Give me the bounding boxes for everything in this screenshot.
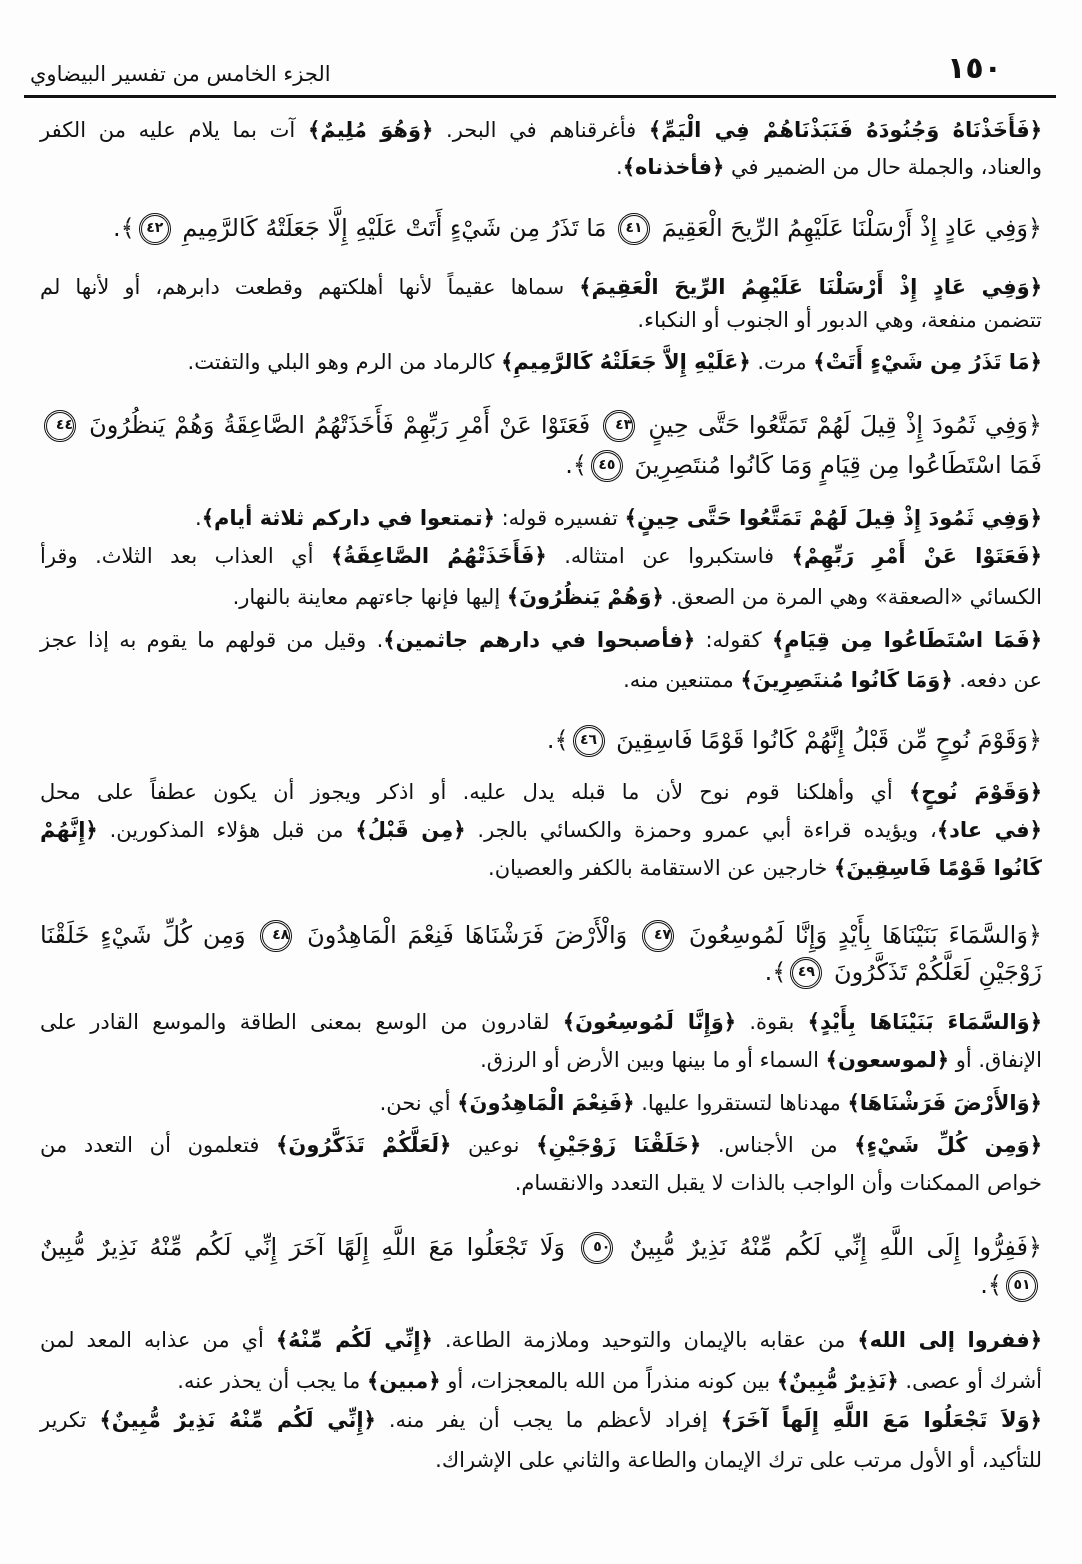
- commentary-text: ، ويؤيده قراءة أبي عمرو وحمزة والكسائي بالجر.: [465, 818, 937, 842]
- commentary-text: لقادرون من الوسع بمعنى الطاقة والموسع القادر على: [40, 1010, 563, 1034]
- verse-text: ﴿وَفِي ثَمُودَ إِذْ قِيلَ لَهُمْ تَمَتَّعُوا حَتَّى حِينٍ: [639, 411, 1042, 439]
- commentary-text: ممتنعين منه.: [623, 668, 741, 692]
- commentary-line: [40, 812, 1042, 848]
- commentary-text: مهدناها لتستقروا عليها.: [634, 1091, 848, 1115]
- commentary-text: آت بما يلام عليه من الكفر: [40, 118, 308, 142]
- verse-number: ٤٨: [260, 920, 292, 952]
- commentary-text: خارجين عن الاستقامة بالكفر والعصيان.: [488, 856, 835, 880]
- commentary-text: أي من عذابه المعد لمن: [40, 1328, 276, 1352]
- running-title: الجزء الخامس من تفسير البيضاوي: [30, 62, 331, 86]
- commentary-line: [40, 622, 1042, 658]
- commentary-line: [40, 1127, 1042, 1163]
- commentary-line: [40, 344, 1042, 380]
- commentary-text: نوعين: [451, 1133, 537, 1157]
- commentary-line: [40, 579, 1042, 615]
- commentary-text: بين كونه منذراً من الله بالمعجزات، أو: [440, 1369, 777, 1393]
- quran-verse-line: [40, 952, 1042, 992]
- commentary-text: من قبل هؤلاء المذكورين.: [97, 818, 356, 842]
- commentary-line: [40, 302, 1042, 338]
- commentary-text: أي وأهلكنا قوم نوح لأن ما قبله يدل عليه. أو اذكر ويجوز أن يكون عطفاً على محل: [40, 780, 909, 804]
- commentary-text: أي نحن.: [379, 1091, 458, 1115]
- commentary-text: من الأجناس.: [701, 1133, 855, 1157]
- quran-quote: ﴿وَفِي ثَمُودَ إِذْ قِيلَ لَهُمْ تَمَتَّعُوا حَتَّى حِينٍ﴾: [624, 506, 1042, 530]
- commentary-line: [40, 1402, 1042, 1438]
- quran-quote: ﴿لَعَلَّكُمْ تَذَكَّرُونَ﴾: [276, 1133, 452, 1157]
- quran-verse-line: [40, 445, 1042, 485]
- verse-text: مَا تَذَرُ مِن شَيْءٍ أَتَتْ عَلَيْهِ إِلَّا جَعَلَتْهُ كَالرَّمِيمِ: [174, 214, 615, 242]
- quran-quote: ﴿مبين﴾: [366, 1369, 441, 1393]
- quran-quote: ﴿تمتعوا في داركم ثلاثة أيام﴾: [201, 506, 495, 530]
- commentary-line: [40, 500, 1042, 536]
- commentary-line: [40, 112, 1042, 148]
- commentary-text: فاستكبروا عن امتثاله.: [546, 544, 792, 568]
- commentary-line: [40, 269, 1042, 305]
- quran-quote: ﴿فَعَتَوْا عَنْ أَمْرِ رَبِّهِمْ﴾: [791, 544, 1042, 568]
- commentary-text: .: [616, 155, 623, 179]
- commentary-text: السماء أو ما بينها وبين الأرض أو الرزق.: [480, 1048, 826, 1072]
- header-rule: [24, 95, 1056, 98]
- commentary-line: [40, 1322, 1042, 1358]
- commentary-text: الكسائي «الصعقة» وهي المرة من الصعق.: [663, 585, 1042, 609]
- commentary-text: من عقابه بالإيمان والتوحيد وملازمة الطاعة.: [432, 1328, 858, 1352]
- quran-quote: ﴿وَمِن كُلِّ شَيْءٍ﴾: [854, 1133, 1043, 1157]
- quran-quote: ﴿فَأَخَذْنَاهُ وَجُنُودَهُ فَنَبَذْنَاهُمْ فِي الْيَمِّ﴾: [648, 118, 1042, 142]
- verse-text: وَمِن كُلِّ شَيْءٍ خَلَقْنَا: [40, 921, 257, 949]
- quran-quote: كَانُوا قَوْمًا فَاسِقِينَ﴾: [834, 856, 1042, 880]
- quran-quote: ﴿ففروا إلى الله﴾: [857, 1328, 1043, 1352]
- quran-quote: ﴿وَإِنَّا لَمُوسِعُونَ﴾: [562, 1010, 737, 1034]
- verse-text: ﴾.: [113, 214, 135, 242]
- verse-text: ﴾.: [565, 451, 587, 479]
- commentary-text: فأغرقناهم في البحر.: [433, 118, 649, 142]
- page-number: ١٥٠: [947, 51, 1002, 86]
- commentary-text: مرت.: [750, 350, 814, 374]
- commentary-line: [40, 662, 1042, 698]
- commentary-line: [40, 1004, 1042, 1040]
- commentary-text: عن دفعه.: [952, 668, 1042, 692]
- commentary-text: للتأكيد، أو الأول مرتب على ترك الإيمان والطاعة والثاني على الإشراك.: [435, 1448, 1042, 1472]
- quran-quote: ﴿وَالسَّمَاءَ بَنَيْنَاهَا بِأَيْدٍ﴾: [807, 1010, 1043, 1034]
- commentary-text: كقوله:: [695, 628, 772, 652]
- commentary-line: [40, 149, 1042, 185]
- commentary-text: سماها عقيماً لأنها أهلكتهم وقطعت دابرهم، أو لأنها لم: [40, 275, 580, 299]
- verse-number: ٤٣: [603, 410, 635, 442]
- verse-number: ٥١: [1006, 1270, 1038, 1302]
- quran-quote: ﴿مَا تَذَرُ مِن شَيْءٍ أَتَتْ﴾: [813, 350, 1042, 374]
- quran-quote: ﴿فأخذناه﴾: [622, 155, 725, 179]
- verse-text: فَمَا اسْتَطَاعُوا مِن قِيَامٍ وَمَا كَانُوا مُنتَصِرِينَ: [626, 451, 1042, 479]
- quran-quote: ﴿فَمَا اسْتَطَاعُوا مِن قِيَامٍ﴾: [771, 628, 1042, 652]
- verse-text: ﴾.: [980, 1271, 1002, 1299]
- commentary-line: [40, 1363, 1042, 1399]
- verse-number: ٤٩: [790, 957, 822, 989]
- commentary-line: [40, 1165, 1042, 1201]
- commentary-line: [40, 1442, 1042, 1478]
- quran-quote: ﴿فَأَخَذَتْهُمُ الصَّاعِقَةُ﴾: [330, 544, 547, 568]
- commentary-text: .: [195, 506, 202, 530]
- commentary-text: تكرير: [40, 1408, 100, 1432]
- quran-quote: ﴿لموسعون﴾: [825, 1048, 950, 1072]
- quran-verse-line: [40, 1227, 1042, 1267]
- verse-number: ٤٦: [573, 725, 605, 757]
- verse-number: ٤٤: [44, 410, 76, 442]
- commentary-text: ما يجب أن يحذر عنه.: [177, 1369, 367, 1393]
- commentary-text: الإنفاق. أو: [949, 1048, 1042, 1072]
- commentary-line: [40, 538, 1042, 574]
- verse-text: ﴿وَفِي عَادٍ إِذْ أَرْسَلْنَا عَلَيْهِمُ الرِّيحَ الْعَقِيمَ: [654, 214, 1042, 242]
- quran-quote: ﴿وَفِي عَادٍ إِذْ أَرْسَلْنَا عَلَيْهِمُ الرِّيحَ الْعَقِيمَ﴾: [579, 275, 1042, 299]
- verse-number: ٤٢: [139, 213, 171, 245]
- commentary-text: والعناد، والجملة حال من الضمير في: [724, 155, 1042, 179]
- quran-quote: ﴿إِنَّهُمْ: [40, 818, 98, 842]
- verse-number: ٤٧: [642, 920, 674, 952]
- verse-text: ﴿وَالسَّمَاءَ بَنَيْنَاهَا بِأَيْدٍ وَإِنَّا لَمُوسِعُونَ: [678, 921, 1042, 949]
- commentary-line: [40, 1042, 1042, 1078]
- verse-text: وَلَا تَجْعَلُوا مَعَ اللَّهِ إِلَهًا آخَرَ إِنِّي لَكُم مِّنْهُ نَذِيرٌ مُّبِينٌ: [40, 1233, 578, 1261]
- quran-quote: ﴿إِنِّي لَكُم مِّنْهُ نَذِيرٌ مُّبِينٌ﴾: [99, 1408, 376, 1432]
- commentary-text: تفسيره قوله:: [494, 506, 625, 530]
- quran-quote: ﴿فَنِعْمَ الْمَاهِدُونَ﴾: [457, 1091, 635, 1115]
- quran-quote: ﴿فأصبحوا في دارهم جاثمين﴾: [383, 628, 696, 652]
- quran-quote: ﴿وَهُمْ يَنظُرُونَ﴾: [506, 585, 664, 609]
- quran-verse-line: [40, 720, 1042, 760]
- quran-quote: ﴿وَمَا كَانُوا مُنتَصِرِينَ﴾: [740, 668, 953, 692]
- quran-quote: ﴿نَذِيرٌ مُّبِينٌ﴾: [776, 1369, 899, 1393]
- commentary-line: [40, 1085, 1042, 1121]
- quran-quote: ﴿إِنِّي لَكُم مِّنْهُ﴾: [275, 1328, 433, 1352]
- quran-quote: ﴿وَالأَرْضَ فَرَشْنَاهَا﴾: [847, 1091, 1042, 1115]
- commentary-text: إليها فإنها جاءتهم معاينة بالنهار.: [232, 585, 507, 609]
- quran-verse-line: [40, 405, 1042, 445]
- quran-quote: ﴿وَهُوَ مُلِيمٌ﴾: [307, 118, 434, 142]
- commentary-text: تتضمن منفعة، وهي الدبور أو الجنوب أو النكباء.: [637, 308, 1042, 332]
- commentary-text: كالرماد من الرم وهو البلي والتفتت.: [187, 350, 502, 374]
- quran-verse-line: [40, 1265, 1042, 1305]
- commentary-text: خواص الممكنات وأن الواجب بالذات لا يقبل التعدد والانقسام.: [514, 1171, 1042, 1195]
- verse-text: ﴾.: [546, 726, 569, 754]
- quran-quote: ﴿وَقَوْمَ نُوحٍ﴾: [908, 780, 1043, 804]
- verse-text: زَوْجَيْنِ لَعَلَّكُمْ تَذَكَّرُونَ: [826, 958, 1042, 986]
- commentary-text: بقوة.: [736, 1010, 808, 1034]
- commentary-line: [40, 774, 1042, 810]
- verse-number: ٤١: [618, 213, 650, 245]
- verse-text: فَعَتَوْا عَنْ أَمْرِ رَبِّهِمْ فَأَخَذَتْهُمُ الصَّاعِقَةُ وَهُمْ يَنظُرُونَ: [80, 411, 600, 439]
- commentary-line: [40, 850, 1042, 886]
- quran-quote: ﴿خَلَقْنَا زَوْجَيْنِ﴾: [536, 1133, 702, 1157]
- quran-verse-line: [40, 208, 1042, 248]
- commentary-text: إفراد لأعظم ما يجب أن يفر منه.: [375, 1408, 721, 1432]
- commentary-text: أشرك أو عصى.: [898, 1369, 1042, 1393]
- quran-quote: ﴿في عاد﴾: [936, 818, 1042, 842]
- quran-quote: ﴿عَلَيْهِ إِلاَّ جَعَلَتْهُ كَالرَّمِيمِ﴾: [501, 350, 751, 374]
- quran-quote: ﴿وَلاَ تَجْعَلُوا مَعَ اللَّهِ إِلَهاً آخَرَ﴾: [720, 1408, 1042, 1432]
- commentary-text: . وقيل من قولهم ما يقوم به إذا عجز: [40, 628, 384, 652]
- verse-text: ﴿فَفِرُّوا إِلَى اللَّهِ إِنِّي لَكُم مِّنْهُ نَذِيرٌ مُّبِينٌ: [617, 1233, 1042, 1261]
- verse-text: وَالْأَرْضَ فَرَشْنَاهَا فَنِعْمَ الْمَاهِدُونَ: [296, 921, 639, 949]
- verse-number: ٥٠: [581, 1232, 613, 1264]
- commentary-text: أي العذاب بعد الثلاث. وقرأ: [40, 544, 331, 568]
- quran-verse-line: [40, 915, 1042, 955]
- verse-number: ٤٥: [591, 450, 623, 482]
- verse-text: ﴾.: [764, 958, 787, 986]
- quran-quote: ﴿مِن قَبْلُ﴾: [355, 818, 466, 842]
- commentary-text: فتعلمون أن التعدد من: [40, 1133, 277, 1157]
- verse-text: ﴿وَقَوْمَ نُوحٍ مِّن قَبْلُ إِنَّهُمْ كَانُوا قَوْمًا فَاسِقِينَ: [608, 726, 1042, 754]
